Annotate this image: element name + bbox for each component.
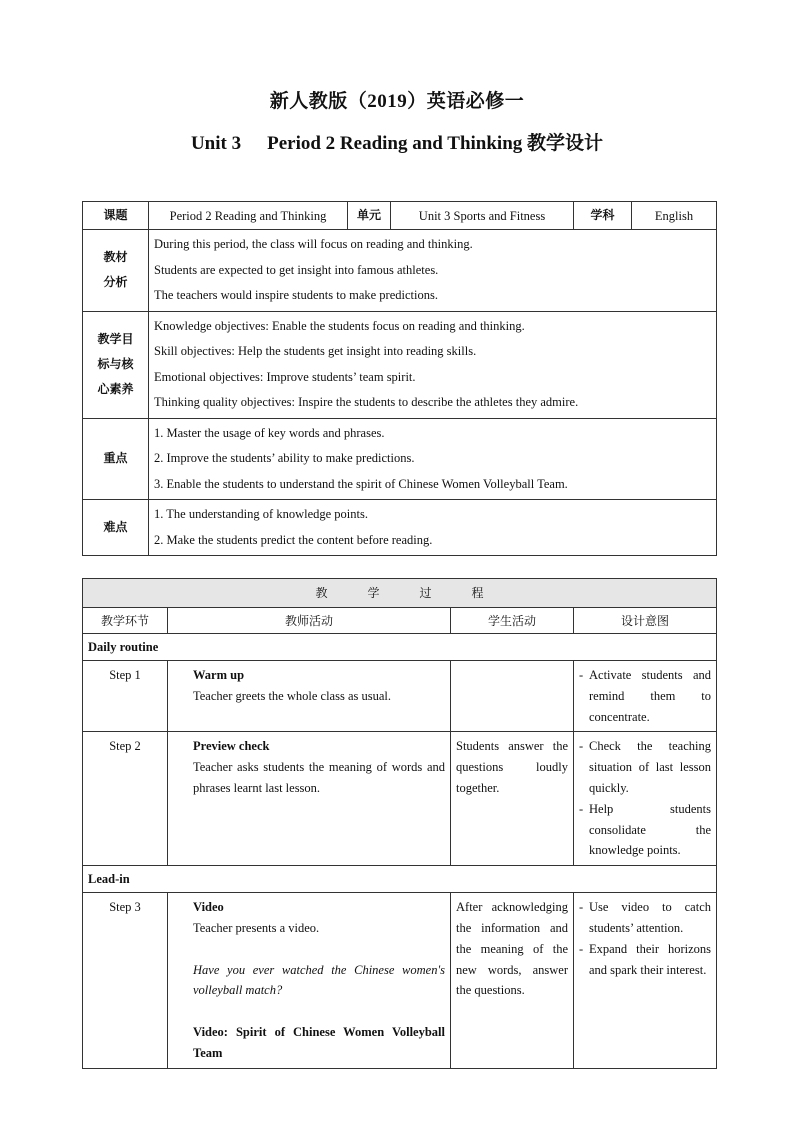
design-intent	[574, 893, 717, 1068]
design-intent	[574, 661, 717, 732]
column-header-intent: 设计意图	[574, 608, 717, 634]
document-subtitle	[0, 128, 794, 155]
subject-value: English	[632, 202, 717, 230]
key-points-content	[149, 418, 717, 500]
objective-line: Knowledge objectives: Enable the students focus on reading and thinking.	[154, 318, 525, 333]
activity-question: Have you ever watched the Chinese women's volleyball match?	[193, 962, 445, 998]
bullet-dash: -	[579, 941, 584, 956]
step-row-3	[83, 893, 717, 1068]
lesson-info-table	[82, 201, 717, 556]
material-label-line: 分析	[103, 275, 128, 290]
section-row-daily-routine	[83, 634, 717, 661]
student-activity	[451, 661, 574, 732]
process-heading	[83, 579, 717, 608]
intent-text: Check the teaching situation of last lesson quickly.	[589, 739, 711, 795]
intent-item	[579, 939, 711, 981]
process-heading-row	[83, 579, 717, 608]
heading-char: 学	[367, 586, 380, 600]
step-row-1	[83, 661, 717, 732]
bullet-dash: -	[579, 668, 584, 682]
unit-value: Unit 3 Sports and Fitness	[391, 202, 574, 230]
intent-item	[579, 799, 711, 861]
section-row-lead-in	[83, 866, 717, 893]
material-line: During this period, the class will focus on reading and thinking.	[154, 237, 473, 251]
design-intent	[574, 732, 717, 866]
student-activity: Students answer the questions loudly together.	[451, 732, 574, 866]
intent-item	[579, 665, 711, 727]
difficulty-line: 1. The understanding of knowledge points.	[154, 507, 368, 521]
material-line: The teachers would inspire students to make predictions.	[154, 288, 438, 302]
heading-char: 教	[315, 586, 328, 600]
intent-text: Use video to catch students’ attention.	[589, 900, 711, 935]
activity-title: Preview check	[193, 739, 270, 754]
bullet-dash: -	[579, 739, 584, 754]
intent-item	[579, 897, 711, 939]
material-line: Students are expected to get insight into famous athletes.	[154, 262, 439, 277]
intent-text: Activate students and remind them to concentrate.	[589, 668, 711, 724]
video-title: Video: Spirit of Chinese Women Volleyball Team	[193, 1024, 445, 1060]
info-row-difficulties	[83, 500, 717, 556]
step-number: Step 3	[83, 893, 168, 1068]
objective-line: Skill objectives: Help the students get insight into reading skills.	[154, 344, 477, 358]
difficulties-label: 难点	[83, 500, 149, 556]
subtitle-period: Period 2 Reading and Thinking 教学设计	[267, 133, 604, 154]
topic-value: Period 2 Reading and Thinking	[149, 202, 348, 230]
activity-text: Teacher asks students the meaning of words and phrases learnt last lesson.	[193, 760, 445, 795]
unit-label: 单元	[348, 202, 391, 230]
info-row-material	[83, 230, 717, 312]
step-number: Step 1	[83, 661, 168, 732]
key-point-line: 3. Enable the students to understand the spirit of Chinese Women Volleyball Team.	[154, 476, 568, 491]
document-title: 新人教版（2019）英语必修一	[269, 91, 525, 112]
column-header-teacher: 教师活动	[168, 608, 451, 634]
process-column-headers	[83, 608, 717, 634]
subtitle-unit: Unit 3	[190, 133, 242, 154]
objectives-content	[149, 311, 717, 418]
intent-text: Expand their horizons and spark their interest.	[589, 941, 711, 977]
teacher-activity	[168, 661, 451, 732]
material-label-line: 教材	[103, 250, 128, 265]
activity-title: Video	[193, 900, 224, 915]
objectives-label	[83, 311, 149, 418]
step-row-2	[83, 732, 717, 866]
info-row-objectives	[83, 311, 717, 418]
info-row-topic	[83, 202, 717, 230]
bullet-dash: -	[579, 900, 584, 915]
heading-char: 过	[419, 586, 432, 600]
activity-title: Warm up	[193, 668, 245, 682]
objective-line: Emotional objectives: Improve students’ team spirit.	[154, 369, 416, 384]
heading-char: 程	[471, 586, 484, 600]
student-activity: After acknowledging the information and the meaning of the new words, answer the questions.	[451, 893, 574, 1068]
activity-text: Teacher greets the whole class as usual.	[193, 688, 392, 703]
teaching-process-table	[82, 578, 717, 1069]
info-row-key-points	[83, 418, 717, 500]
activity-text: Teacher presents a video.	[193, 920, 320, 935]
difficulty-line: 2. Make the students predict the content before reading.	[154, 532, 433, 547]
objectives-label-line: 心素养	[97, 382, 134, 396]
subject-label: 学科	[574, 202, 632, 230]
objectives-label-line: 教学目	[97, 332, 134, 346]
column-header-student: 学生活动	[451, 608, 574, 634]
step-number: Step 2	[83, 732, 168, 866]
section-label: Daily routine	[83, 634, 717, 661]
key-point-line: 1. Master the usage of key words and phrases.	[154, 425, 385, 440]
objectives-label-line: 标与核	[97, 357, 134, 371]
intent-text: Help students consolidate the knowledge points.	[589, 801, 711, 858]
key-points-label: 重点	[83, 418, 149, 500]
material-label	[83, 230, 149, 312]
intent-item	[579, 736, 711, 798]
topic-label: 课题	[83, 202, 149, 230]
bullet-dash: -	[579, 801, 584, 816]
teacher-activity	[168, 893, 451, 1068]
teacher-activity	[168, 732, 451, 866]
material-content	[149, 230, 717, 312]
objective-line: Thinking quality objectives: Inspire the students to describe the athletes they admire.	[154, 395, 579, 409]
key-point-line: 2. Improve the students’ ability to make predictions.	[154, 451, 415, 465]
section-label: Lead-in	[83, 866, 717, 893]
difficulties-content	[149, 500, 717, 556]
column-header-stage: 教学环节	[83, 608, 168, 634]
